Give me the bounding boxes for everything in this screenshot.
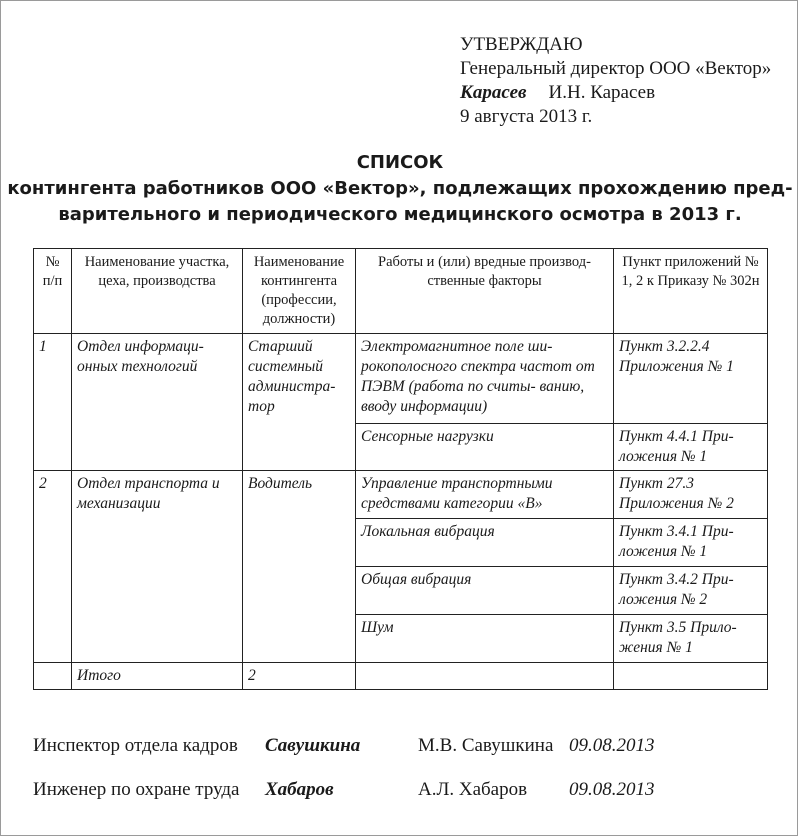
row-factor: Общая вибрация (356, 567, 614, 615)
total-value: 2 (243, 663, 356, 690)
document-title (0, 150, 800, 228)
table-total-row (34, 663, 768, 690)
row-factor: Управление транспортными средствами категории «В» (356, 471, 614, 519)
table-row (34, 334, 768, 424)
approval-block (460, 33, 771, 129)
approval-name: И.Н. Карасев (548, 82, 656, 103)
row-factor: Шум (356, 615, 614, 663)
total-empty-cell (34, 663, 72, 690)
row-dept: Отдел информаци- онных технологий (72, 334, 243, 471)
row-dept: Отдел транспорта и механизации (72, 471, 243, 663)
total-label: Итого (72, 663, 243, 690)
row-factor: Электромагнитное поле ши- рокополосного спектра частот от ПЭВМ (работа по считы- ванию, вводу информации) (356, 334, 614, 424)
signatory-name: А.Л. Хабаров (418, 779, 528, 800)
row-clause: Пункт 3.4.1 При- ложения № 1 (614, 519, 768, 567)
header-factors: Работы и (или) вредные производ- ственные факторы (356, 249, 614, 334)
title-line-1: СПИСОК (356, 152, 444, 173)
total-empty-cell (356, 663, 614, 690)
header-clause: Пункт приложений № 1, 2 к Приказу № 302н (614, 249, 768, 334)
approval-date: 9 августа 2013 г. (460, 106, 593, 127)
row-contingent: Водитель (243, 471, 356, 663)
title-line-3: варительного и периодического медицинского осмотра в 2013 г. (58, 204, 742, 225)
row-clause: Пункт 3.4.2 При- ложения № 2 (614, 567, 768, 615)
row-num: 1 (34, 334, 72, 471)
signatory-signature: Хабаров (265, 779, 334, 800)
row-clause: Пункт 3.2.2.4 Приложения № 1 (614, 334, 768, 424)
approval-heading: УТВЕРЖДАЮ (460, 34, 583, 55)
table-header-row (34, 249, 768, 334)
header-dept: Наименование участка, цеха, производства (72, 249, 243, 334)
header-contingent: Наименование контингента (профессии, должности) (243, 249, 356, 334)
row-clause: Пункт 27.3 Приложения № 2 (614, 471, 768, 519)
signatory-role: Инспектор отдела кадров (33, 735, 238, 756)
row-clause: Пункт 3.5 Прило- жения № 1 (614, 615, 768, 663)
row-factor: Сенсорные нагрузки (356, 424, 614, 471)
signatory-name: М.В. Савушкина (418, 735, 554, 756)
row-contingent: Старший системный администра- тор (243, 334, 356, 471)
total-empty-cell (614, 663, 768, 690)
title-line-2: контингента работников ООО «Вектор», подлежащих прохождению пред- (7, 178, 793, 199)
signatory-date: 09.08.2013 (569, 779, 655, 800)
signatory-date: 09.08.2013 (569, 735, 655, 756)
header-num: № п/п (34, 249, 72, 334)
signatory-signature: Савушкина (265, 735, 361, 756)
table-row (34, 471, 768, 519)
approval-position: Генеральный директор ООО «Вектор» (460, 58, 772, 79)
row-num: 2 (34, 471, 72, 663)
row-clause: Пункт 4.4.1 При- ложения № 1 (614, 424, 768, 471)
approval-signature: Карасев (460, 82, 527, 103)
approval-signature-line (460, 81, 771, 105)
contingent-table (33, 248, 768, 690)
row-factor: Локальная вибрация (356, 519, 614, 567)
signatory-role: Инженер по охране труда (33, 779, 240, 800)
